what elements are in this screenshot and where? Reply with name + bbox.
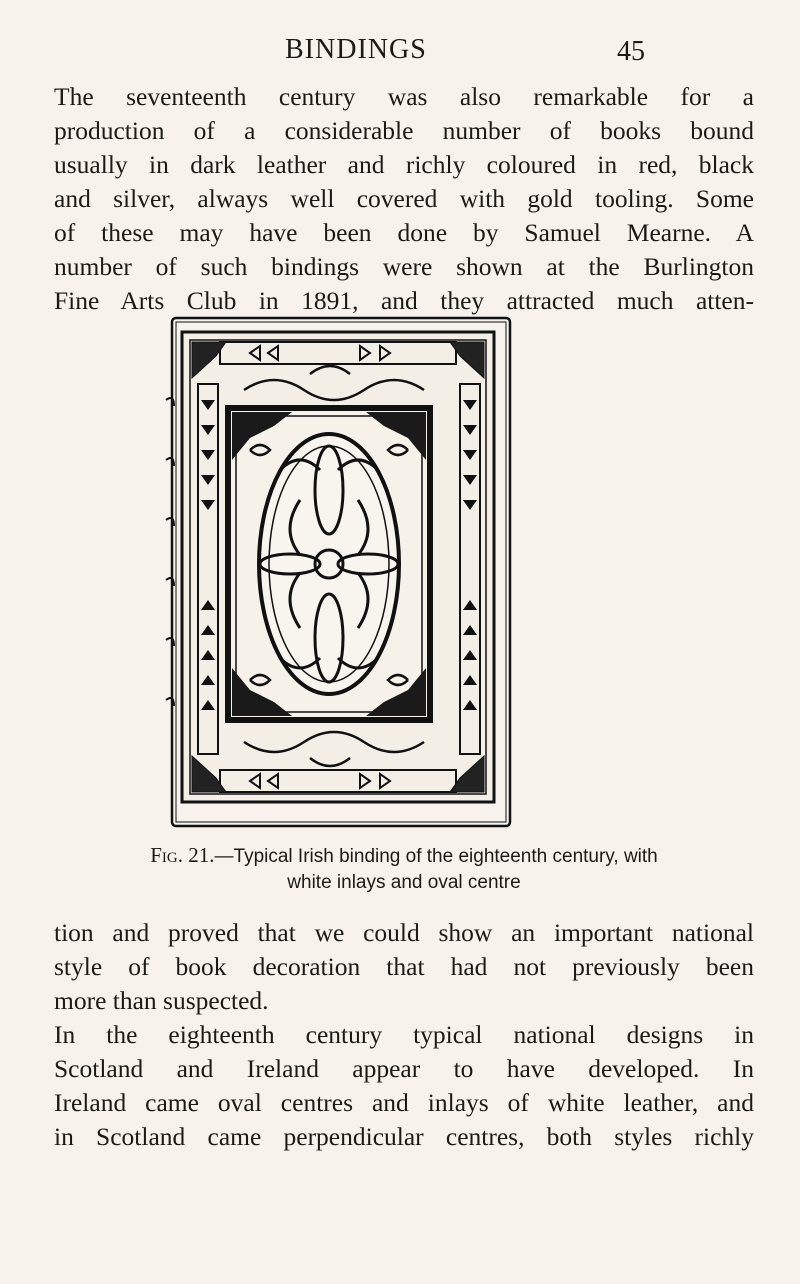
text-line: production of a considerable number of books bound — [54, 116, 754, 145]
binding-engraving — [160, 310, 520, 835]
running-title: BINDINGS — [285, 34, 427, 65]
text-line: Scotland and Ireland appear to have developed. In — [54, 1054, 754, 1083]
text-line: number of such bindings were shown at the Burlington — [54, 252, 754, 281]
page-header — [0, 30, 800, 70]
text-line: and silver, always well covered with gold tooling. Some — [54, 184, 754, 213]
text-line: in Scotland came perpendicular centres, both styles richly — [54, 1122, 754, 1151]
text-line: more than suspected. — [54, 986, 269, 1015]
text-line: tion and proved that we could show an important national — [54, 918, 754, 947]
text-line: of these may have been done by Samuel Mearne. A — [54, 218, 754, 247]
text-line: usually in dark leather and richly coloured in red, black — [54, 150, 754, 179]
figure-label: Fig. 21. — [150, 843, 215, 867]
caption-line-2: white inlays and oval centre — [287, 872, 521, 893]
text-line: In the eighteenth century typical national designs in — [54, 1020, 754, 1049]
paragraph-3 — [54, 1018, 754, 1154]
text-line: Ireland came oval centres and inlays of white leather, and — [54, 1088, 754, 1117]
binding-illustration — [160, 310, 520, 835]
page-number: 45 — [617, 36, 645, 67]
text-line: Fine Arts Club in 1891, and they attracted much atten- — [54, 286, 754, 315]
text-line: style of book decoration that had not previously been — [54, 952, 754, 981]
paragraph-1 — [54, 80, 754, 318]
figure-caption — [54, 842, 754, 896]
paragraph-2 — [54, 916, 754, 1018]
caption-line-1: —Typical Irish binding of the eighteenth century, with — [214, 846, 658, 867]
text-line: The seventeenth century was also remarkable for a — [54, 82, 754, 111]
